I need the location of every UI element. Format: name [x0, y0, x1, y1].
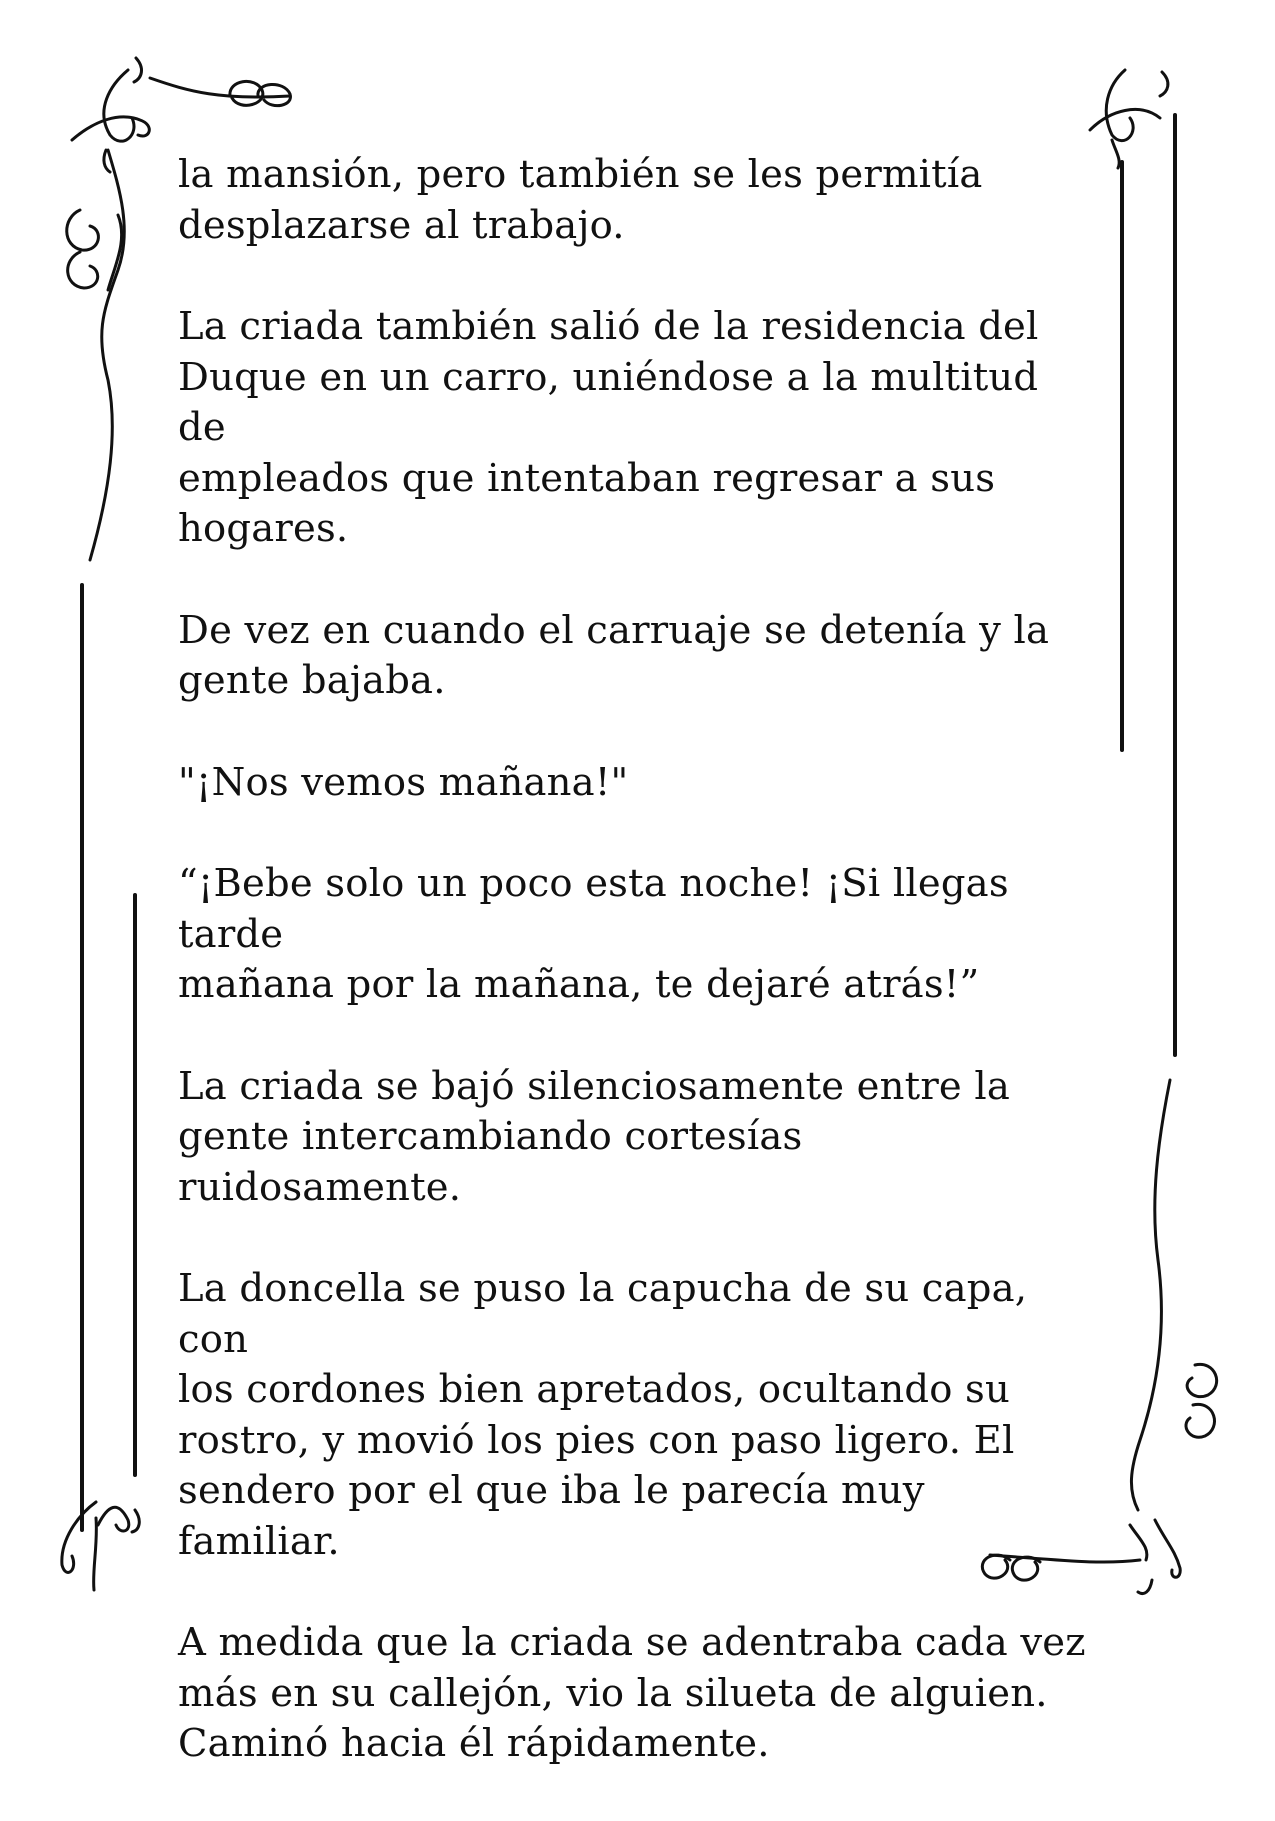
paragraph: “¡Bebe solo un poco esta noche! ¡Si llegas tarde mañana por la mañana, te dejaré atrás!”: [178, 861, 1009, 1007]
paragraph: "¡Nos vemos mañana!": [178, 759, 629, 805]
story-text: [178, 150, 1098, 1821]
paragraph: De vez en cuando el carruaje se detenía y la gente bajaba.: [178, 607, 1050, 703]
paragraph: La criada también salió de la residencia del Duque en un carro, uniéndose a la multitud de empleados que intentaban regresar a sus hogares.: [178, 304, 1039, 551]
paragraph: A medida que la criada se adentraba cada vez más en su callejón, vio la silueta de alguien. Caminó hacia él rápidamente.: [178, 1620, 1086, 1766]
bottom-left-flourish: [62, 1502, 139, 1590]
paragraph: La doncella se puso la capucha de su capa, con los cordones bien apretados, ocultando su rostro, y movió los pies con paso ligero. El sendero por el que iba le parecía muy familiar.: [178, 1266, 1028, 1564]
paragraph: La criada se bajó silenciosamente entre la gente intercambiando cortesías ruidosamente.: [178, 1063, 1011, 1210]
top-right-flourish: [1090, 70, 1168, 168]
paragraph: la mansión, pero también se les permitía desplazarse al trabajo.: [178, 152, 983, 248]
